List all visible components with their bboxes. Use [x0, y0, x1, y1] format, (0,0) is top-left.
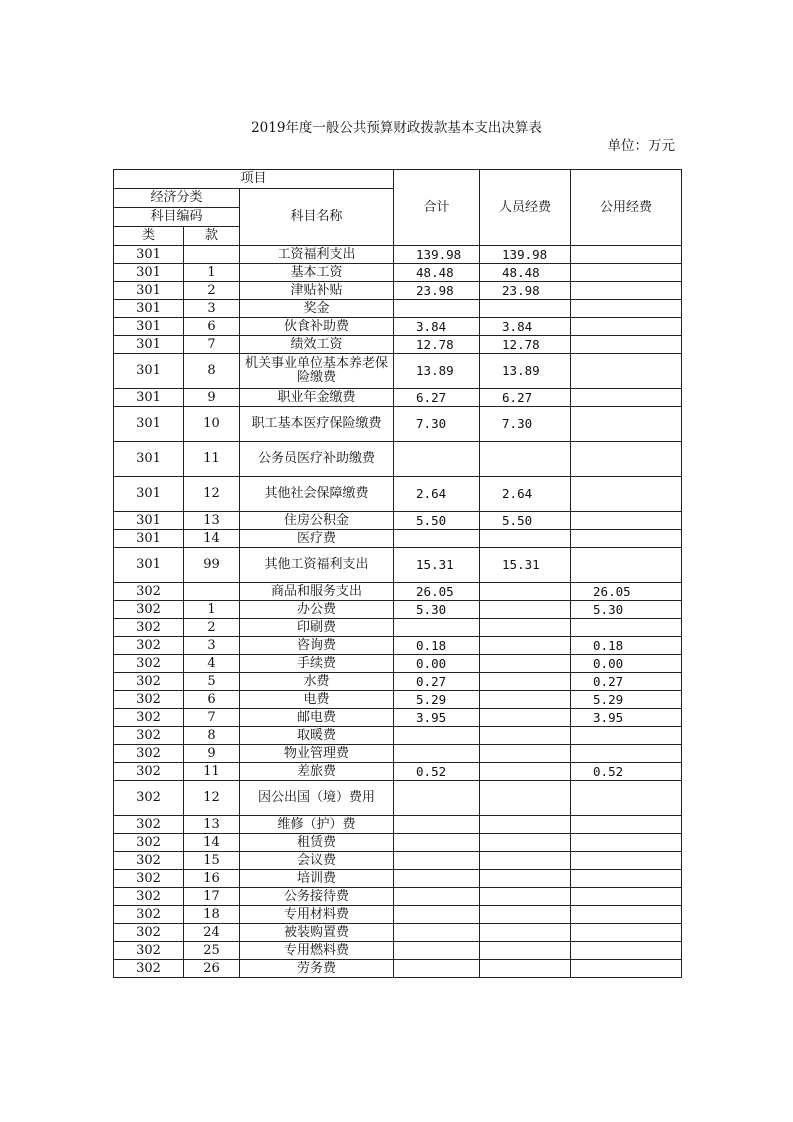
cell-public	[571, 942, 682, 960]
cell-total: 13.89	[394, 354, 480, 389]
cell-public: 5.30	[571, 601, 682, 619]
table-row	[114, 655, 682, 673]
cell-lei: 301	[114, 246, 184, 264]
table-row	[114, 354, 682, 389]
cell-name: 取暖费	[240, 727, 394, 745]
table-row	[114, 834, 682, 852]
cell-lei: 302	[114, 619, 184, 637]
cell-personnel	[480, 870, 571, 888]
table-row	[114, 691, 682, 709]
cell-total: 12.78	[394, 336, 480, 354]
cell-name: 商品和服务支出	[240, 583, 394, 601]
cell-lei: 302	[114, 637, 184, 655]
cell-name: 公务接待费	[240, 888, 394, 906]
cell-total	[394, 906, 480, 924]
cell-name: 基本工资	[240, 264, 394, 282]
table-row	[114, 246, 682, 264]
table-row	[114, 512, 682, 530]
cell-name: 职工基本医疗保险缴费	[240, 407, 394, 442]
cell-personnel	[480, 942, 571, 960]
cell-public	[571, 960, 682, 978]
cell-total	[394, 870, 480, 888]
cell-personnel	[480, 763, 571, 781]
cell-name: 住房公积金	[240, 512, 394, 530]
table-row	[114, 389, 682, 407]
cell-name: 手续费	[240, 655, 394, 673]
cell-lei: 301	[114, 354, 184, 389]
cell-name: 绩效工资	[240, 336, 394, 354]
cell-public	[571, 389, 682, 407]
table-row	[114, 300, 682, 318]
cell-public: 26.05	[571, 583, 682, 601]
cell-personnel	[480, 655, 571, 673]
cell-total	[394, 924, 480, 942]
cell-name: 津贴补贴	[240, 282, 394, 300]
cell-public	[571, 816, 682, 834]
cell-personnel: 3.84	[480, 318, 571, 336]
cell-name: 办公费	[240, 601, 394, 619]
cell-personnel: 139.98	[480, 246, 571, 264]
cell-name: 会议费	[240, 852, 394, 870]
cell-total	[394, 888, 480, 906]
cell-personnel	[480, 727, 571, 745]
cell-total: 0.00	[394, 655, 480, 673]
table-row	[114, 781, 682, 816]
cell-lei: 302	[114, 888, 184, 906]
cell-kuan: 18	[184, 906, 240, 924]
cell-name: 劳务费	[240, 960, 394, 978]
table-row	[114, 870, 682, 888]
cell-lei: 302	[114, 834, 184, 852]
cell-lei: 301	[114, 389, 184, 407]
cell-total	[394, 530, 480, 548]
cell-personnel: 2.64	[480, 477, 571, 512]
cell-total: 139.98	[394, 246, 480, 264]
cell-total	[394, 816, 480, 834]
cell-lei: 302	[114, 781, 184, 816]
table-row	[114, 530, 682, 548]
table-row	[114, 601, 682, 619]
cell-lei: 302	[114, 745, 184, 763]
table-row	[114, 407, 682, 442]
cell-public	[571, 264, 682, 282]
cell-kuan: 14	[184, 834, 240, 852]
cell-name: 培训费	[240, 870, 394, 888]
cell-public	[571, 619, 682, 637]
cell-public: 5.29	[571, 691, 682, 709]
cell-name: 奖金	[240, 300, 394, 318]
table-row	[114, 906, 682, 924]
cell-personnel	[480, 834, 571, 852]
cell-total: 5.29	[394, 691, 480, 709]
cell-kuan: 6	[184, 318, 240, 336]
cell-lei: 302	[114, 655, 184, 673]
cell-kuan: 11	[184, 763, 240, 781]
cell-name: 其他社会保障缴费	[240, 477, 394, 512]
cell-lei: 302	[114, 816, 184, 834]
cell-personnel: 48.48	[480, 264, 571, 282]
table-row	[114, 318, 682, 336]
cell-lei: 301	[114, 318, 184, 336]
cell-personnel	[480, 442, 571, 477]
cell-kuan: 16	[184, 870, 240, 888]
header-project: 项目	[114, 170, 394, 189]
cell-lei: 302	[114, 960, 184, 978]
cell-lei: 302	[114, 852, 184, 870]
cell-lei: 301	[114, 336, 184, 354]
header-kuan: 款	[184, 227, 240, 246]
cell-name: 水费	[240, 673, 394, 691]
cell-total: 3.84	[394, 318, 480, 336]
cell-kuan: 25	[184, 942, 240, 960]
cell-name: 维修（护）费	[240, 816, 394, 834]
cell-public: 0.00	[571, 655, 682, 673]
cell-lei: 302	[114, 924, 184, 942]
cell-public	[571, 336, 682, 354]
table-row	[114, 282, 682, 300]
cell-personnel	[480, 691, 571, 709]
cell-public	[571, 407, 682, 442]
table-row	[114, 709, 682, 727]
cell-name: 专用燃料费	[240, 942, 394, 960]
cell-total: 23.98	[394, 282, 480, 300]
cell-total: 6.27	[394, 389, 480, 407]
cell-kuan: 12	[184, 477, 240, 512]
cell-kuan: 1	[184, 264, 240, 282]
cell-total	[394, 745, 480, 763]
cell-name: 职业年金缴费	[240, 389, 394, 407]
cell-total: 5.30	[394, 601, 480, 619]
table-row	[114, 548, 682, 583]
cell-kuan: 3	[184, 637, 240, 655]
cell-name: 工资福利支出	[240, 246, 394, 264]
cell-total	[394, 942, 480, 960]
cell-kuan: 8	[184, 727, 240, 745]
cell-lei: 302	[114, 870, 184, 888]
cell-personnel	[480, 906, 571, 924]
cell-total: 0.52	[394, 763, 480, 781]
header-subject-code: 科目编码	[114, 208, 240, 227]
cell-personnel	[480, 960, 571, 978]
cell-lei: 301	[114, 282, 184, 300]
cell-kuan: 26	[184, 960, 240, 978]
cell-total	[394, 781, 480, 816]
table-row	[114, 924, 682, 942]
cell-total: 0.18	[394, 637, 480, 655]
cell-public	[571, 246, 682, 264]
cell-total: 2.64	[394, 477, 480, 512]
table-row	[114, 637, 682, 655]
cell-kuan: 2	[184, 282, 240, 300]
cell-lei: 301	[114, 530, 184, 548]
cell-public: 0.27	[571, 673, 682, 691]
header-public: 公用经费	[571, 170, 682, 246]
cell-kuan: 12	[184, 781, 240, 816]
header-total: 合计	[394, 170, 480, 246]
cell-lei: 301	[114, 264, 184, 282]
cell-lei: 301	[114, 512, 184, 530]
cell-kuan	[184, 583, 240, 601]
cell-personnel	[480, 530, 571, 548]
cell-lei: 302	[114, 942, 184, 960]
table-row	[114, 942, 682, 960]
cell-kuan: 14	[184, 530, 240, 548]
cell-total: 26.05	[394, 583, 480, 601]
header-econ-class: 经济分类	[114, 189, 240, 208]
cell-kuan: 7	[184, 336, 240, 354]
cell-public	[571, 282, 682, 300]
cell-kuan: 6	[184, 691, 240, 709]
cell-personnel	[480, 745, 571, 763]
cell-kuan: 15	[184, 852, 240, 870]
cell-lei: 302	[114, 906, 184, 924]
cell-kuan: 7	[184, 709, 240, 727]
cell-lei: 301	[114, 407, 184, 442]
cell-personnel	[480, 583, 571, 601]
cell-personnel	[480, 852, 571, 870]
table-row	[114, 619, 682, 637]
cell-total: 0.27	[394, 673, 480, 691]
cell-kuan: 99	[184, 548, 240, 583]
cell-total: 5.50	[394, 512, 480, 530]
table-row	[114, 477, 682, 512]
cell-kuan: 8	[184, 354, 240, 389]
cell-kuan: 10	[184, 407, 240, 442]
cell-total: 3.95	[394, 709, 480, 727]
cell-name: 伙食补助费	[240, 318, 394, 336]
cell-lei: 302	[114, 727, 184, 745]
cell-lei: 302	[114, 583, 184, 601]
table-row	[114, 816, 682, 834]
table-row	[114, 763, 682, 781]
cell-lei: 302	[114, 673, 184, 691]
cell-total	[394, 727, 480, 745]
cell-kuan: 13	[184, 816, 240, 834]
cell-lei: 301	[114, 442, 184, 477]
cell-total	[394, 442, 480, 477]
cell-public	[571, 834, 682, 852]
cell-name: 其他工资福利支出	[240, 548, 394, 583]
cell-public: 0.52	[571, 763, 682, 781]
cell-public	[571, 354, 682, 389]
cell-total	[394, 300, 480, 318]
cell-lei: 302	[114, 691, 184, 709]
cell-personnel	[480, 300, 571, 318]
cell-public	[571, 477, 682, 512]
cell-personnel: 13.89	[480, 354, 571, 389]
cell-personnel	[480, 816, 571, 834]
table-row	[114, 583, 682, 601]
cell-name: 医疗费	[240, 530, 394, 548]
cell-kuan	[184, 246, 240, 264]
cell-public	[571, 745, 682, 763]
cell-public	[571, 318, 682, 336]
document-title: 2019年度一般公共预算财政拨款基本支出决算表	[251, 120, 542, 136]
cell-lei: 302	[114, 601, 184, 619]
cell-kuan: 5	[184, 673, 240, 691]
cell-personnel: 6.27	[480, 389, 571, 407]
cell-kuan: 2	[184, 619, 240, 637]
cell-personnel	[480, 637, 571, 655]
cell-public	[571, 888, 682, 906]
cell-name: 物业管理费	[240, 745, 394, 763]
cell-public	[571, 852, 682, 870]
cell-public	[571, 512, 682, 530]
table-row	[114, 888, 682, 906]
cell-lei: 301	[114, 300, 184, 318]
cell-personnel: 15.31	[480, 548, 571, 583]
cell-total: 15.31	[394, 548, 480, 583]
cell-total: 48.48	[394, 264, 480, 282]
table-row	[114, 960, 682, 978]
cell-lei: 302	[114, 763, 184, 781]
cell-total	[394, 852, 480, 870]
cell-total	[394, 619, 480, 637]
cell-name: 公务员医疗补助缴费	[240, 442, 394, 477]
cell-kuan: 9	[184, 389, 240, 407]
table-body	[114, 246, 682, 978]
cell-public	[571, 727, 682, 745]
cell-public	[571, 530, 682, 548]
cell-personnel	[480, 601, 571, 619]
cell-name: 专用材料费	[240, 906, 394, 924]
cell-public: 3.95	[571, 709, 682, 727]
header-personnel: 人员经费	[480, 170, 571, 246]
cell-total	[394, 960, 480, 978]
cell-name: 因公出国（境）费用	[240, 781, 394, 816]
cell-kuan: 11	[184, 442, 240, 477]
cell-name: 被装购置费	[240, 924, 394, 942]
cell-public: 0.18	[571, 637, 682, 655]
cell-public	[571, 781, 682, 816]
cell-kuan: 13	[184, 512, 240, 530]
unit-label: 单位：万元	[607, 138, 675, 154]
cell-total: 7.30	[394, 407, 480, 442]
table-row	[114, 852, 682, 870]
cell-name: 差旅费	[240, 763, 394, 781]
cell-public	[571, 300, 682, 318]
cell-name: 咨询费	[240, 637, 394, 655]
cell-public	[571, 906, 682, 924]
table-row	[114, 264, 682, 282]
cell-public	[571, 870, 682, 888]
cell-public	[571, 548, 682, 583]
cell-personnel	[480, 619, 571, 637]
cell-personnel: 12.78	[480, 336, 571, 354]
cell-total	[394, 834, 480, 852]
cell-name: 机关事业单位基本养老保险缴费	[240, 354, 394, 389]
cell-personnel: 23.98	[480, 282, 571, 300]
cell-kuan: 9	[184, 745, 240, 763]
table-row	[114, 442, 682, 477]
cell-personnel	[480, 924, 571, 942]
cell-lei: 301	[114, 477, 184, 512]
cell-name: 印刷费	[240, 619, 394, 637]
cell-personnel: 5.50	[480, 512, 571, 530]
header-subject-name: 科目名称	[240, 189, 394, 246]
cell-public	[571, 924, 682, 942]
cell-personnel	[480, 888, 571, 906]
cell-kuan: 3	[184, 300, 240, 318]
cell-kuan: 1	[184, 601, 240, 619]
cell-name: 电费	[240, 691, 394, 709]
cell-personnel	[480, 709, 571, 727]
table-row	[114, 336, 682, 354]
cell-personnel	[480, 781, 571, 816]
table-row	[114, 673, 682, 691]
cell-public	[571, 442, 682, 477]
cell-lei: 301	[114, 548, 184, 583]
cell-personnel: 7.30	[480, 407, 571, 442]
cell-kuan: 24	[184, 924, 240, 942]
expenditure-table	[113, 169, 682, 978]
cell-name: 租赁费	[240, 834, 394, 852]
table-row	[114, 727, 682, 745]
cell-lei: 302	[114, 709, 184, 727]
cell-personnel	[480, 673, 571, 691]
table-row	[114, 745, 682, 763]
cell-name: 邮电费	[240, 709, 394, 727]
cell-kuan: 17	[184, 888, 240, 906]
header-lei: 类	[114, 227, 184, 246]
cell-kuan: 4	[184, 655, 240, 673]
